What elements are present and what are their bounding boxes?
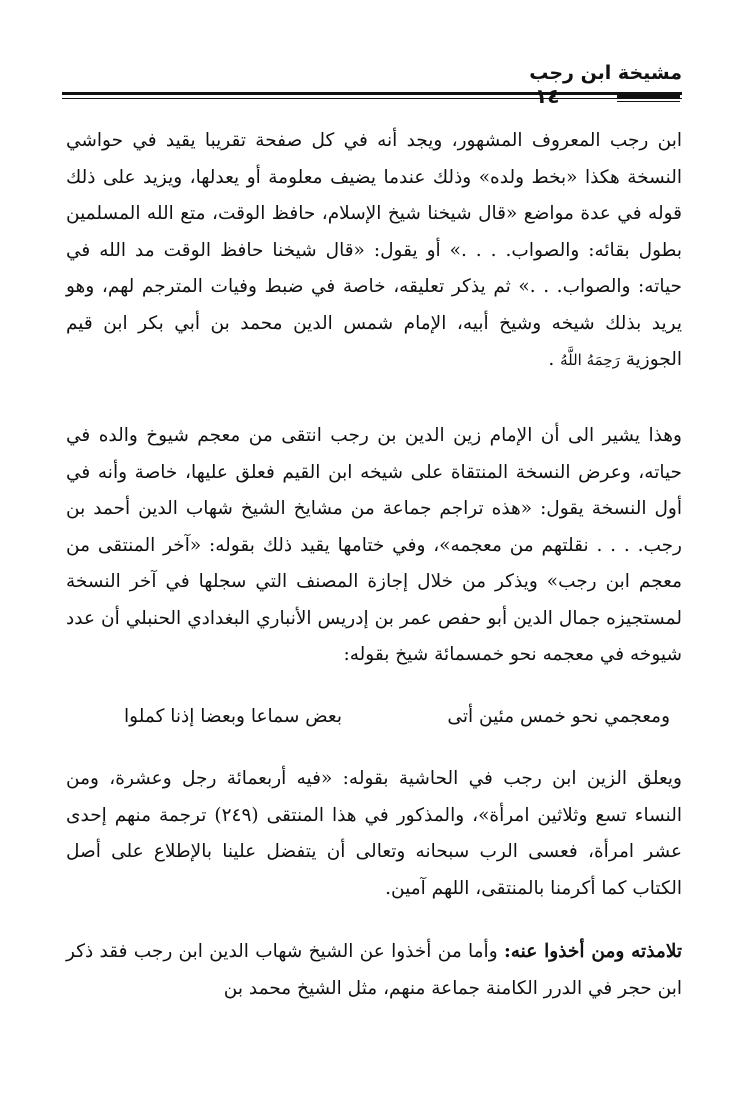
full-stop: .: [548, 349, 561, 370]
running-header: [62, 62, 682, 107]
paragraph-1: [66, 123, 682, 379]
paragraph-3: [66, 761, 682, 907]
paragraph-2: [66, 418, 682, 674]
header-rule-thin: [62, 98, 682, 99]
honorific-glyph: رَحِمَهُ اللَّهُ: [560, 351, 620, 369]
poetry-verse: [66, 702, 682, 738]
paragraph-4: [66, 934, 682, 1007]
header-rule-thick: [62, 92, 682, 95]
verse-second-hemistich: بعض سماعا وبعضا إذنا كملوا: [124, 706, 342, 727]
paragraph-1-text: ابن رجب المعروف المشهور، ويجد أنه في كل صفحة تقريبا يقيد في حواشي النسخة هكذا «بخط ولده» وذلك عندما يضيف معلومة أو يعدلها، ويزيد على ذلك قوله في عدة مواضع «قال شيخنا شيخ الإسلام، حافظ الوقت، متع الله المسلمين بطول بقائه: والصواب. . . .» أو يقول: «قال شيخنا حافظ الوقت مد الله في حياته: والصواب. . .» ثم يذكر تعليقه، خاصة في ضبط وفيات المترجم لهم، وهو يريد بذلك شيخه وشيخ أبيه، الإمام شمس الدين محمد بن أبي بكر ابن قيم الجوزية: [66, 130, 682, 370]
verse-first-hemistich: ومعجمي نحو خمس مئين أتى: [447, 706, 670, 727]
paragraph-2-text: وهذا يشير الى أن الإمام زين الدين بن رجب انتقى من معجم شيوخ والده في حياته، وعرض النسخة المنتقاة على شيخه ابن القيم فعلق عليها، خاصة وأنه في أول النسخة يقول: «هذه تراجم جماعة من مشايخ الشيخ شهاب الدين أحمد بن رجب. . . . نقلتهم من معجمه»، وفي ختامها يقيد ذلك بقوله: «آخر المنتقى من معجم ابن رجب» ويذكر من خلال إجازة المصنف التي سجلها في آخر النسخة لمستجيزه جمال الدين أبو حفص عمر بن إدريس الأنباري البغدادي الحنبلي أن عدد شيوخه في معجمه نحو خمسمائة شيخ بقوله:: [66, 425, 682, 665]
section-heading: تلامذته ومن أخذوا عنه:: [503, 941, 683, 962]
page-number: ١٤: [535, 84, 560, 108]
page-number-rule-thin: [617, 101, 680, 102]
paragraph-3-text: ويعلق الزين ابن رجب في الحاشية بقوله: «فيه أربعمائة رجل وعشرة، ومن النساء تسع وثلاثين امرأة»، والمذكور في هذا المنتقى (٢٤٩) ترجمة منهم إحدى عشر امرأة، فعسى الرب سبحانه وتعالى أن يتفضل علينا بالإطلاع على أصل الكتاب كما أكرمنا بالمنتقى، اللهم آمين.: [66, 768, 682, 899]
paragraph-4-text: وأما من أخذوا عن الشيخ شهاب الدين ابن رجب فقد ذكر ابن حجر في الدرر الكامنة جماعة منهم، مثل الشيخ محمد بن: [66, 941, 682, 999]
book-title: مشيخة ابن رجب: [529, 62, 682, 84]
page-number-rule-thick: [617, 95, 680, 98]
